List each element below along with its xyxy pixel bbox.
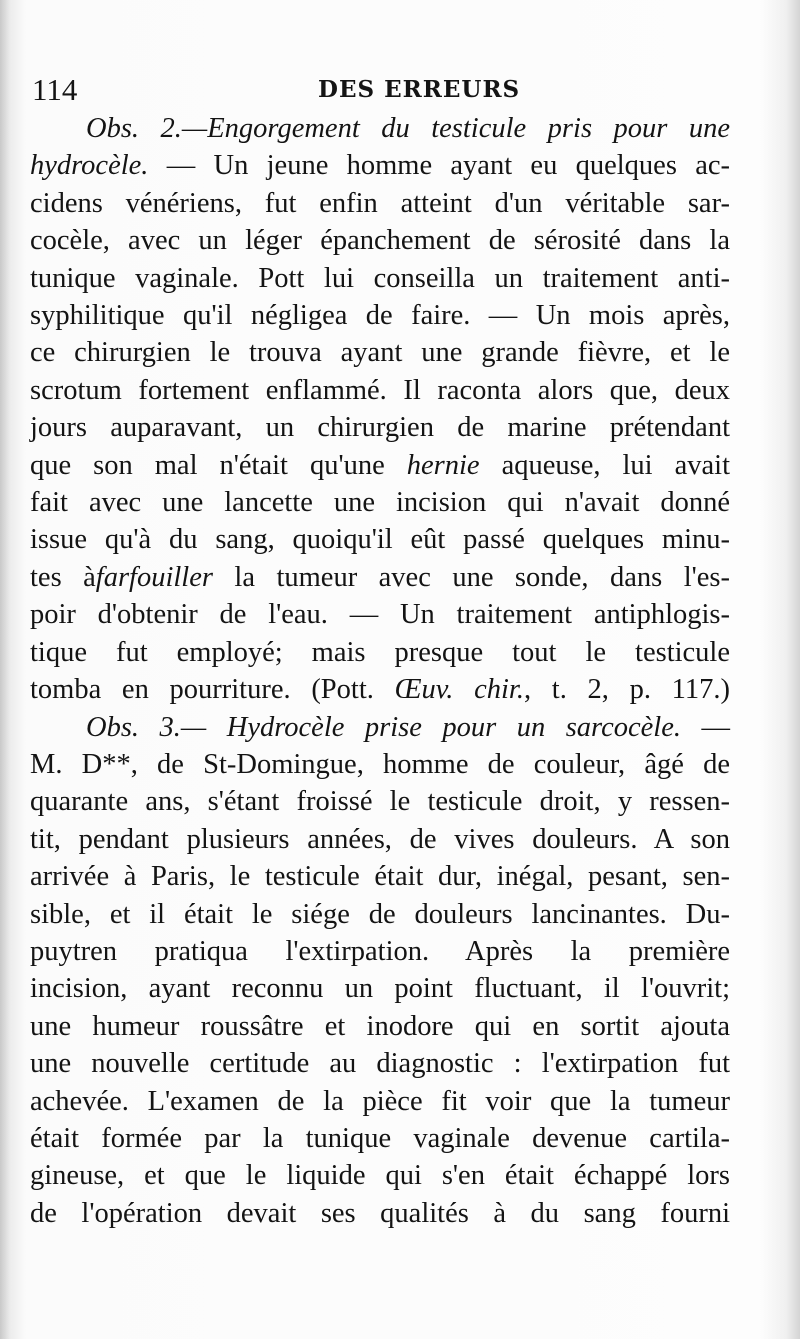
obs2-line-text: — Un jeune homme ayant eu quelques ac- bbox=[148, 150, 730, 182]
obs2-line-text: poir d'obtenir de l'eau. — Un traitement antiphlogis- bbox=[30, 599, 730, 631]
obs2-line-text: cocèle, avec un léger épanchement de sérosité dans la bbox=[30, 225, 730, 257]
obs3-line bbox=[30, 1083, 730, 1120]
obs3-line bbox=[30, 821, 730, 858]
obs3-line bbox=[30, 933, 730, 970]
obs3-line-text: gineuse, et que le liquide qui s'en était échappé lors bbox=[30, 1160, 730, 1192]
running-head: DES ERREURS bbox=[318, 76, 521, 103]
obs3-line-text: tit, pendant plusieurs années, de vives douleurs. A son bbox=[30, 823, 730, 855]
body-text bbox=[30, 110, 730, 1232]
obs3-line bbox=[30, 1008, 730, 1045]
obs2-line bbox=[30, 372, 730, 409]
obs3-line bbox=[30, 970, 730, 1007]
obs3-line-text: puytren pratiqua l'extirpation. Après la première bbox=[30, 935, 730, 967]
obs3-line-text: sible, et il était le siége de douleurs lancinantes. Du- bbox=[30, 898, 730, 930]
obs3-line-text: M. D**, de St-Domingue, homme de couleur, âgé de bbox=[30, 748, 730, 780]
obs2-line bbox=[30, 260, 730, 297]
obs2-line-text: scrotum fortement enflammé. Il raconta alors que, deux bbox=[30, 374, 730, 406]
obs2-line-text: ce chirurgien le trouva ayant une grande fièvre, et le bbox=[30, 337, 730, 369]
obs2-line-text: issue qu'à du sang, quoiqu'il eût passé quelques minu- bbox=[30, 524, 730, 556]
obs3-line-text: une humeur roussâtre et inodore qui en sortit ajouta bbox=[30, 1010, 730, 1042]
obs3-line bbox=[30, 1157, 730, 1194]
obs3-line-text: de l'opération devait ses qualités à du sang fourni bbox=[30, 1197, 730, 1229]
obs3-line bbox=[30, 896, 730, 933]
italic-term-farfouiller: farfouiller bbox=[95, 561, 213, 593]
obs3-line bbox=[30, 1045, 730, 1082]
italic-term-hernie: hernie bbox=[406, 449, 480, 481]
citation-text: , t. 2, p. 117.) bbox=[523, 674, 730, 706]
obs2-citation-line bbox=[30, 671, 730, 708]
obs3-label: Obs. 3. bbox=[86, 711, 181, 743]
obs2-line-text: tique fut employé; mais presque tout le testicule bbox=[30, 636, 730, 668]
citation-work-title: Œuv. chir. bbox=[394, 674, 524, 706]
obs2-title-continued: hydrocèle. bbox=[30, 150, 149, 182]
obs3-title: — Hydrocèle prise pour un sarcocèle. bbox=[180, 711, 681, 743]
obs2-line bbox=[30, 334, 730, 371]
obs2-heading-line bbox=[30, 110, 730, 147]
obs2-line bbox=[30, 484, 730, 521]
obs3-line-text: une nouvelle certitude au diagnostic : l'extirpation fut bbox=[30, 1048, 730, 1080]
obs3-line bbox=[30, 1195, 730, 1232]
obs3-line-text: quarante ans, s'étant froissé le testicule droit, y ressen- bbox=[30, 786, 730, 818]
obs3-line bbox=[30, 746, 730, 783]
obs2-line bbox=[30, 147, 730, 184]
obs2-line-text: aqueuse, lui avait bbox=[479, 449, 731, 481]
obs2-line-text: syphilitique qu'il négligea de faire. — Un mois après, bbox=[30, 300, 730, 332]
obs3-line-text: incision, ayant reconnu un point fluctuant, il l'ouvrit; bbox=[30, 973, 730, 1005]
obs2-line-text: tes à bbox=[30, 561, 96, 593]
obs2-line bbox=[30, 634, 730, 671]
obs2-title: —Engorgement du testicule pris pour une bbox=[181, 113, 730, 144]
citation-text: tomba en pourriture. (Pott. bbox=[30, 674, 395, 706]
obs2-line bbox=[30, 185, 730, 222]
obs2-line bbox=[30, 596, 730, 633]
obs3-line bbox=[30, 1120, 730, 1157]
obs3-line-text: arrivée à Paris, le testicule était dur, inégal, pesant, sen- bbox=[30, 861, 730, 893]
obs2-line-text: fait avec une lancette une incision qui n'avait donné bbox=[30, 487, 730, 519]
obs2-line bbox=[30, 297, 730, 334]
page-header bbox=[30, 70, 770, 110]
obs2-line-text: la tumeur avec une sonde, dans l'es- bbox=[212, 561, 730, 593]
obs2-line bbox=[30, 409, 730, 446]
obs2-line-text: tunique vaginale. Pott lui conseilla un traitement anti- bbox=[30, 262, 730, 294]
obs2-line bbox=[30, 447, 730, 484]
obs2-line-text: que son mal n'était qu'une bbox=[30, 449, 407, 481]
obs2-line bbox=[30, 521, 730, 558]
obs2-line-text: jours auparavant, un chirurgien de marine prétendant bbox=[30, 412, 730, 444]
obs2-label: Obs. 2. bbox=[86, 113, 182, 144]
obs3-line-text: était formée par la tunique vaginale devenue cartila- bbox=[30, 1122, 730, 1154]
obs3-dash: — bbox=[680, 711, 730, 743]
obs3-line-text: achevée. L'examen de la pièce fit voir que la tumeur bbox=[30, 1085, 730, 1117]
page-number: 114 bbox=[32, 72, 78, 107]
obs2-line bbox=[30, 559, 730, 596]
obs2-line-text: cidens vénériens, fut enfin atteint d'un véritable sar- bbox=[30, 187, 730, 219]
obs2-line bbox=[30, 222, 730, 259]
obs3-line bbox=[30, 783, 730, 820]
obs3-heading-line bbox=[30, 709, 730, 746]
obs3-line bbox=[30, 858, 730, 895]
